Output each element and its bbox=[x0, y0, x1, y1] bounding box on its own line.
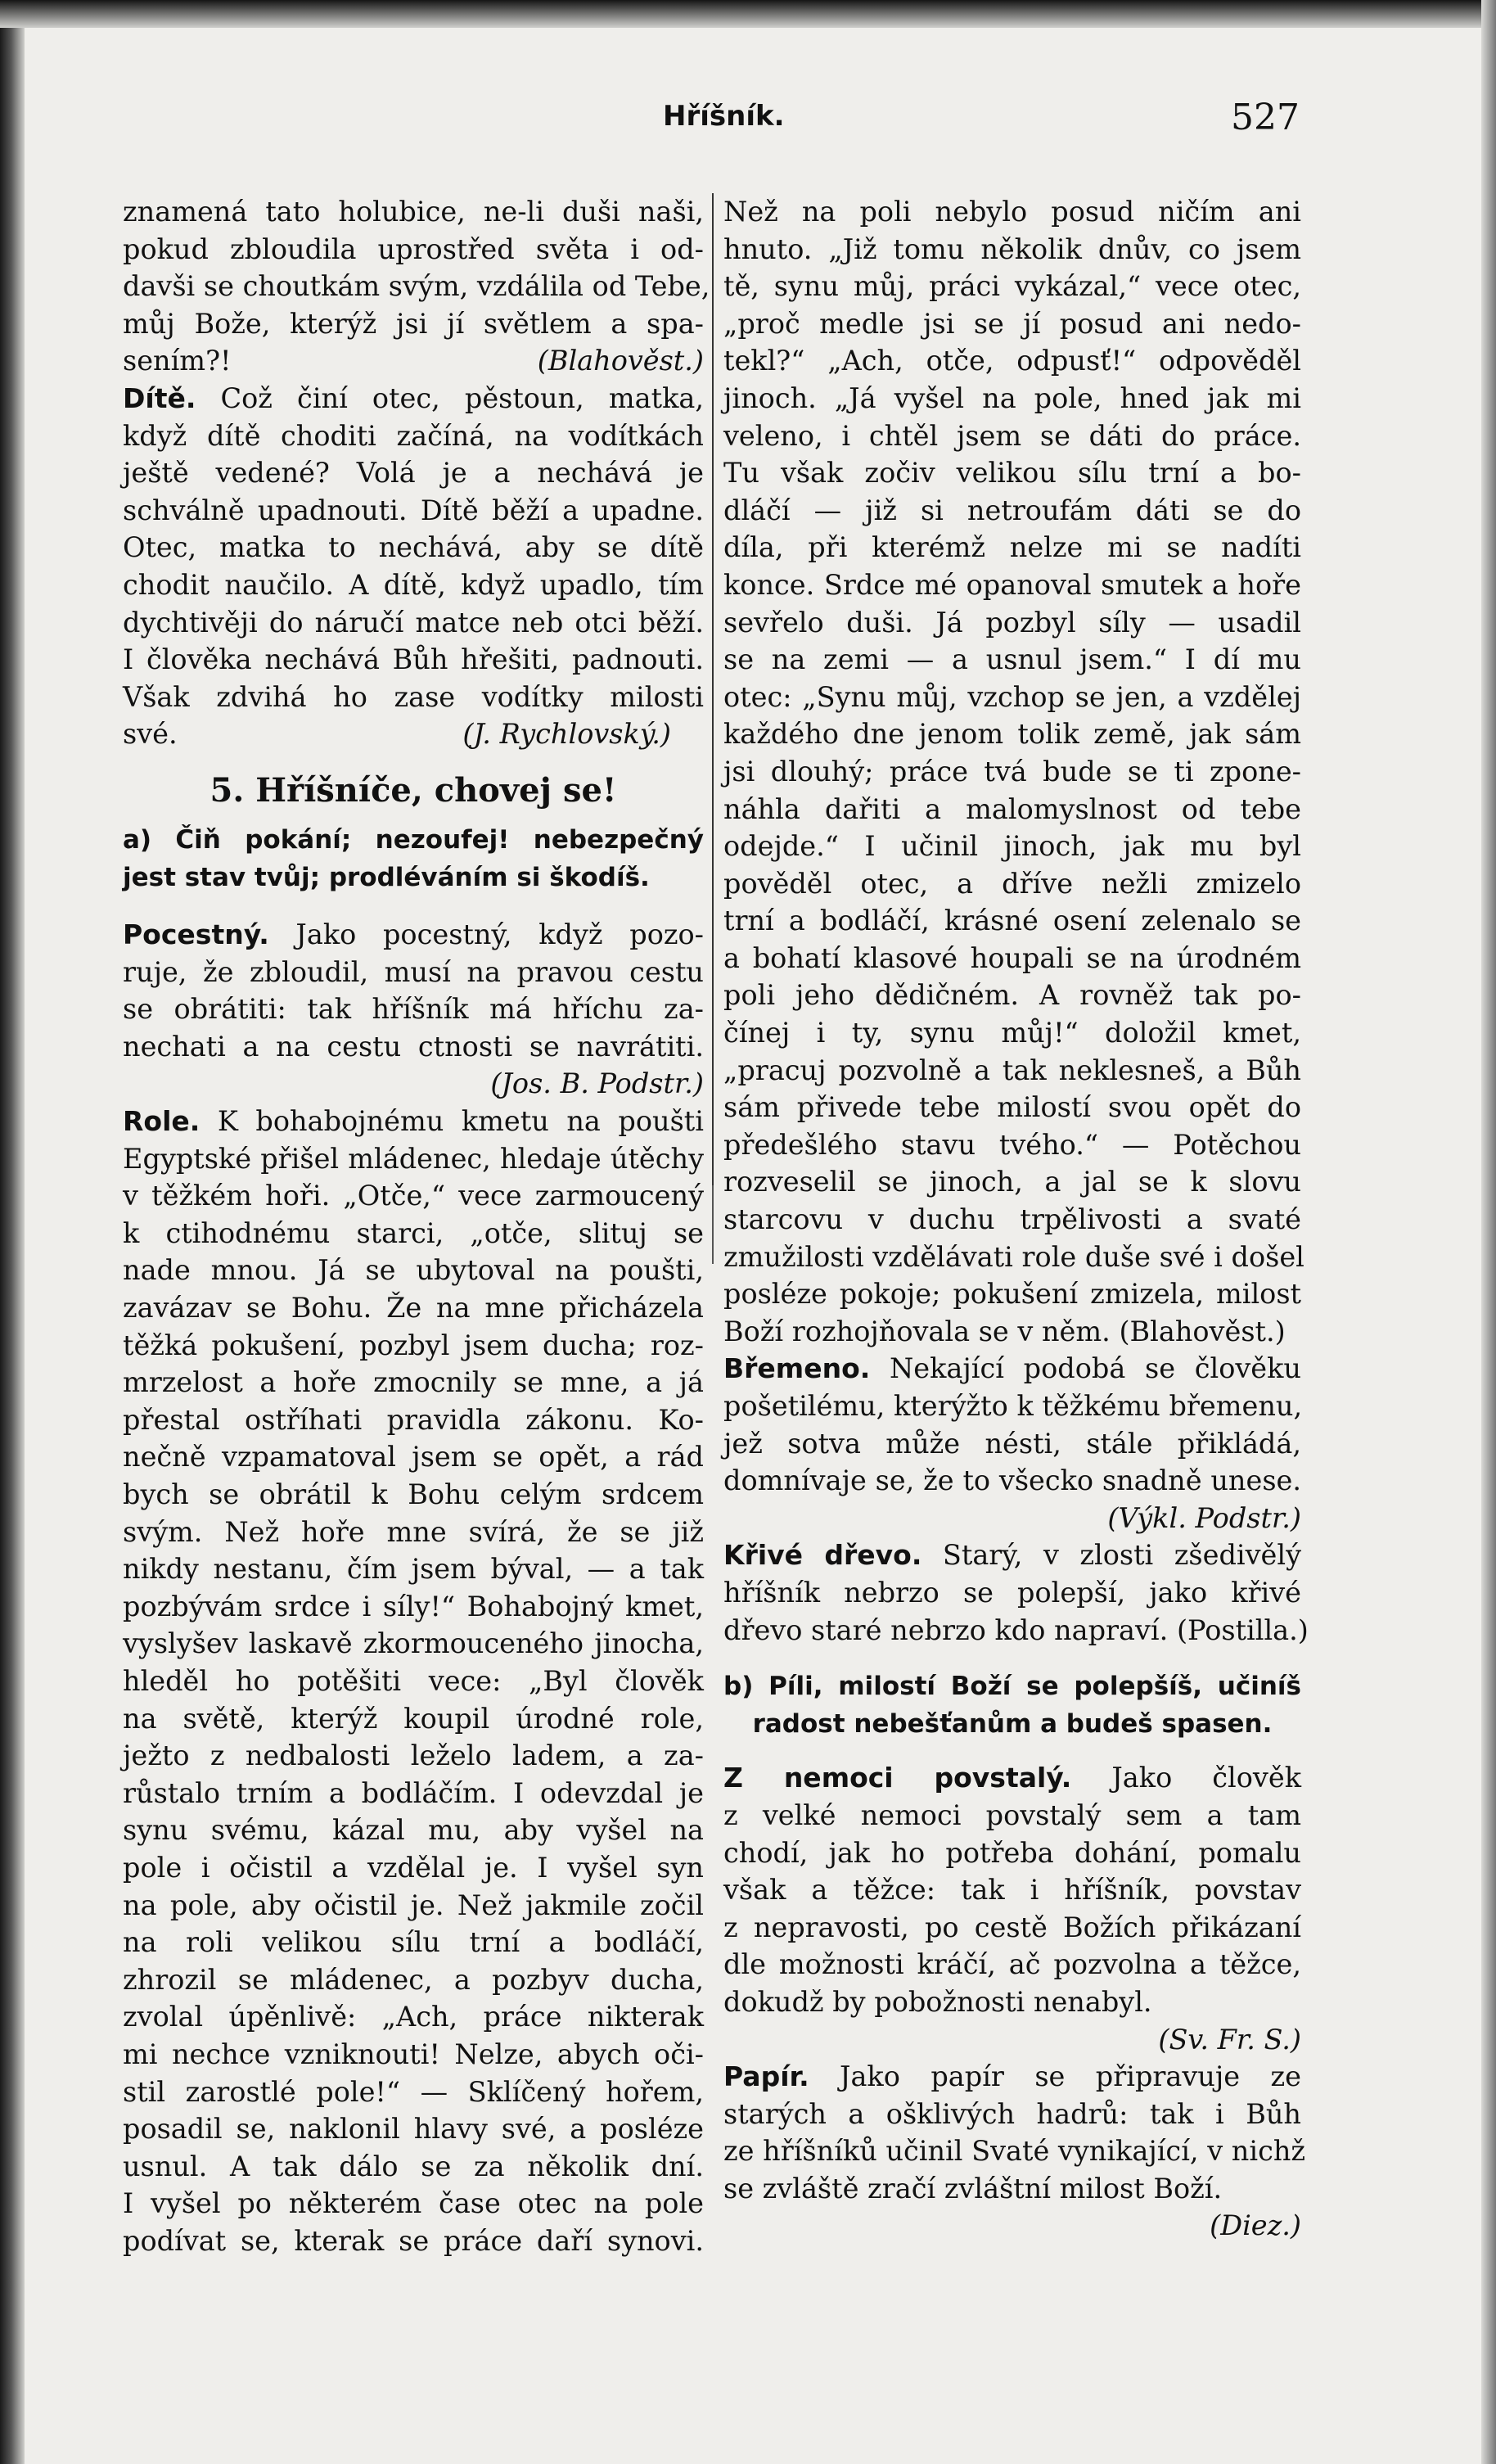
text-line bbox=[123, 380, 704, 417]
spacer bbox=[123, 896, 704, 916]
column-divider-lower bbox=[712, 1185, 714, 1264]
text-line: každého dne jenom tolik země, jak sám bbox=[723, 718, 1301, 751]
text-line: dychtivěji do náručí matce neb otci běží. bbox=[123, 606, 704, 639]
text-line: dřevo staré nebrzo kdo napraví. (Postilla.) bbox=[723, 1613, 1309, 1646]
text-line: posadil se, naklonil hlavy své, a posléze bbox=[123, 2113, 704, 2146]
text-line: a bohatí klasové houpali se na úrodném bbox=[723, 941, 1301, 974]
entry-keyword: Dítě. bbox=[123, 381, 196, 414]
text-line: zmužilosti vzdělávati role duše své i došel bbox=[723, 1240, 1304, 1273]
source-citation: (Blahověst.) bbox=[537, 345, 704, 377]
text-line: náhla dařiti a malomyslnost od tebe bbox=[723, 792, 1301, 825]
spacer bbox=[723, 1649, 1301, 1668]
text-line: tekl?“ „Ach, otče, odpusť!“ odpověděl bbox=[723, 345, 1301, 377]
text-line: hnuto. „Již tomu několik dnův, co jsem bbox=[723, 232, 1301, 265]
text-line: znamená tato holubice, ne-li duši naši, bbox=[123, 196, 704, 228]
top-scan-shadow bbox=[0, 0, 1496, 28]
text-line: podívat se, kterak se práce daří synovi. bbox=[123, 2224, 704, 2257]
subsection-heading: a) Čiň pokání; nezoufej! nebezpečný bbox=[123, 824, 704, 855]
entry-keyword: Papír. bbox=[723, 2060, 809, 2093]
text-line: hleděl ho potěšiti vece: „Byl člověk bbox=[123, 1664, 704, 1697]
text-line: můj Bože, kterýž jsi jí světlem a spa- bbox=[123, 307, 704, 340]
text-line: se zvláště zračí zvláštní milost Boží. bbox=[723, 2172, 1223, 2205]
text-line: zavázav se Bohu. Že na mne přicházela bbox=[123, 1292, 704, 1325]
entry-keyword: Pocestný. bbox=[123, 918, 269, 951]
text-fragment: sením?! bbox=[123, 345, 232, 377]
text-line: Egyptské přišel mládenec, hledaje útěchy bbox=[123, 1142, 704, 1175]
text-line: k ctihodnému starci, „otče, slituj se bbox=[123, 1216, 704, 1249]
text-line: „proč medle jsi se jí posud ani nedo- bbox=[723, 307, 1301, 340]
text-line: na pole, aby očistil je. Než jakmile zočil bbox=[123, 1889, 704, 1921]
text-line: synu svému, kázal mu, aby vyšel na bbox=[123, 1814, 704, 1847]
text-line: nade mnou. Já se ubytoval na poušti, bbox=[123, 1254, 704, 1287]
text-line bbox=[723, 1759, 1301, 1797]
text-line: růstalo trním a bodláčím. I odevzdal je bbox=[123, 1776, 704, 1809]
text-line: předešlého stavu tvého.“ — Potěchou bbox=[723, 1128, 1301, 1161]
page-header bbox=[123, 97, 1300, 146]
text-line: čínej i ty, synu můj!“ doložil kmet, bbox=[723, 1017, 1301, 1049]
text-line: díla, při kterémž nelze mi se nadíti bbox=[723, 531, 1301, 564]
text-fragment: K bohabojnému kmetu na poušti bbox=[200, 1105, 704, 1138]
text-fragment: své. bbox=[123, 718, 178, 751]
text-line: když dítě choditi začíná, na vodítkách bbox=[123, 419, 704, 452]
text-line bbox=[123, 342, 704, 380]
text-line: přestal ostříhati pravidla zákonu. Ko- bbox=[123, 1403, 704, 1436]
text-line: Než na poli nebylo posud ničím ani bbox=[723, 196, 1301, 228]
text-line: na roli velikou sílu trní a bodláčí, bbox=[123, 1926, 704, 1959]
text-line: však a těžce: tak i hříšník, povstav bbox=[723, 1874, 1301, 1907]
text-line: dle možnosti kráčí, ač pozvolna a těžce, bbox=[723, 1948, 1301, 1981]
entry-keyword: Břemeno. bbox=[723, 1352, 871, 1385]
text-line bbox=[123, 916, 704, 954]
text-line: pozbývám srdce i síly!“ Bohabojný kmet, bbox=[123, 1590, 704, 1622]
text-line: pole i očistil a vzdělal je. I vyšel syn bbox=[123, 1851, 704, 1884]
text-line: I vyšel po některém čase otec na pole bbox=[123, 2187, 704, 2220]
text-line: chodit naučilo. A dítě, když upadlo, tím bbox=[123, 568, 704, 601]
text-line: konce. Srdce mé opanoval smutek a hoře bbox=[723, 568, 1301, 601]
text-line: dokudž by pobožnosti nenabyl. bbox=[723, 1985, 1152, 2018]
text-fragment: Což činí otec, pěstoun, matka, bbox=[196, 381, 704, 414]
text-line: jsi dlouhý; práce tvá bude se ti zpone- bbox=[723, 755, 1301, 787]
text-line: jež sotva může nésti, stále přikládá, bbox=[723, 1427, 1301, 1460]
text-line: sám přivede tebe milostí svou opět do bbox=[723, 1091, 1301, 1124]
text-line: rozveselil se jinoch, a jal se k slovu bbox=[723, 1166, 1301, 1198]
text-line: ruje, že zbloudil, musí na pravou cestu bbox=[123, 955, 704, 988]
text-line: odejde.“ I učinil jinoch, jak mu byl bbox=[723, 830, 1301, 863]
source-citation: (Jos. B. Podstr.) bbox=[490, 1067, 704, 1100]
text-line: I člověka nechává Bůh hřešiti, padnouti. bbox=[123, 643, 704, 676]
text-line: schválně upadnouti. Dítě běží a upadne. bbox=[123, 494, 704, 526]
text-line: svým. Než hoře mne svírá, že se již bbox=[123, 1515, 704, 1548]
text-line bbox=[723, 2058, 1301, 2096]
text-line: bych se obrátil k Bohu celým srdcem bbox=[123, 1478, 704, 1510]
text-line: Však zdvihá ho zase vodítky milosti bbox=[123, 680, 704, 713]
text-line: sevřelo duši. Já pozbyl síly — usadil bbox=[723, 606, 1301, 639]
text-line: otec: „Synu můj, vzchop se jen, a vzdělej bbox=[723, 680, 1301, 713]
text-fragment: Nekající podobá se člověku bbox=[870, 1352, 1301, 1385]
text-fragment: Jako papír se připravuje ze bbox=[809, 2060, 1301, 2093]
text-line: pokud zbloudila uprostřed světa i od- bbox=[123, 232, 704, 265]
text-line: mi nechce vzniknouti! Nelze, abych oči- bbox=[123, 2038, 704, 2070]
text-line: poli jeho dědičném. A rovněž tak po- bbox=[723, 979, 1301, 1012]
subsection-heading: jest stav tvůj; prodléváním si škodíš. bbox=[123, 862, 650, 892]
text-line: nechati a na cestu ctnosti se navrátiti. bbox=[123, 1030, 704, 1063]
spacer bbox=[723, 1743, 1301, 1759]
subsection-heading: radost nebešťanům a budeš spasen. bbox=[752, 1708, 1273, 1739]
running-title: Hříšník. bbox=[663, 100, 785, 133]
text-line: chodí, jak ho potřeba dohání, pomalu bbox=[723, 1836, 1301, 1869]
text-line: na světě, kterýž koupil úrodné role, bbox=[123, 1702, 704, 1735]
text-line: zhrozil se mládenec, a pozbyv ducha, bbox=[123, 1963, 704, 1996]
text-line: trní a bodláčí, krásné osení zelenalo se bbox=[723, 905, 1301, 937]
text-fragment: Jako pocestný, když pozo- bbox=[268, 918, 704, 951]
text-line bbox=[723, 1537, 1301, 1574]
page-number: 527 bbox=[1231, 97, 1300, 138]
text-line bbox=[723, 1350, 1301, 1388]
text-fragment: Jako člověk bbox=[1071, 1762, 1301, 1794]
entry-keyword: Role. bbox=[123, 1105, 201, 1138]
text-line: hříšník nebrzo se polepší, jako křivé bbox=[723, 1576, 1301, 1609]
text-line: Boží rozhojňovala se v něm. (Blahověst.) bbox=[723, 1315, 1286, 1347]
entry-keyword: Křivé dřevo. bbox=[723, 1539, 922, 1572]
text-line: nikdy nestanu, čím jsem býval, — a tak bbox=[123, 1553, 704, 1586]
text-line: mrzelost a hoře zmocnily se mne, a já bbox=[123, 1366, 704, 1399]
text-line: posléze pokoje; pokušení zmizela, milost bbox=[723, 1278, 1301, 1311]
text-line: dláčí — již si netroufám dáti se do bbox=[723, 494, 1301, 526]
source-citation: (Diez.) bbox=[1210, 2209, 1301, 2242]
text-line: veleno, i chtěl jsem se dáti do práce. bbox=[723, 419, 1301, 452]
text-line: jinoch. „Já vyšel na pole, hned jak mi bbox=[723, 381, 1301, 414]
text-line: ze hříšníků učinil Svaté vynikající, v nichž bbox=[723, 2135, 1306, 2168]
text-fragment: Starý, v zlosti zšedivělý bbox=[921, 1539, 1301, 1572]
text-line bbox=[123, 715, 704, 753]
text-line: stil zarostlé pole!“ — Sklíčený hořem, bbox=[123, 2075, 704, 2108]
source-citation: (J. Rychlovský.) bbox=[462, 718, 671, 751]
left-column bbox=[123, 193, 710, 2259]
right-column bbox=[723, 193, 1309, 2245]
text-line: ještě vedené? Volá je a nechává je bbox=[123, 457, 704, 490]
text-line: se na zemi — a usnul jsem.“ I dí mu bbox=[723, 643, 1301, 676]
right-scan-edge bbox=[1481, 0, 1496, 2464]
text-line: zvolal úpěnlivě: „Ach, práce nikterak bbox=[123, 2001, 704, 2033]
text-line: starcovu v duchu trpělivosti a svaté bbox=[723, 1203, 1301, 1236]
text-line: „pracuj pozvolně a tak neklesneš, a Bůh bbox=[723, 1054, 1301, 1086]
text-line: z nepravosti, po cestě Božích přikázaní bbox=[723, 1911, 1301, 1943]
text-line: pověděl otec, a dříve nežli zmizelo bbox=[723, 867, 1301, 900]
text-line: nečně vzpamatoval jsem se opět, a rád bbox=[123, 1441, 704, 1473]
text-line: Tu však zočiv velikou sílu trní a bo- bbox=[723, 457, 1301, 490]
text-line: z velké nemoci povstalý sem a tam bbox=[723, 1798, 1301, 1831]
text-line: usnul. A tak dálo se za několik dní. bbox=[123, 2150, 704, 2182]
text-line: Otec, matka to nechává, aby se dítě bbox=[123, 531, 704, 564]
text-line: vyslyšev laskavě zkormouceného jinocha, bbox=[123, 1627, 704, 1660]
column-divider bbox=[712, 193, 714, 1185]
text-line: v těžkém hoři. „Otče,“ vece zarmoucený bbox=[123, 1180, 704, 1212]
text-line: pošetilému, kterýžto k těžkému břemenu, bbox=[723, 1390, 1303, 1422]
text-line: se obrátiti: tak hříšník má hříchu za- bbox=[123, 993, 704, 1026]
text-line: starých a ošklivých hadrů: tak i Bůh bbox=[723, 2097, 1301, 2130]
text-line: těžká pokušení, pozbyl jsem ducha; roz- bbox=[123, 1329, 704, 1361]
entry-keyword: Z nemoci povstalý. bbox=[723, 1762, 1072, 1794]
text-line: tě, synu můj, práci vykázal,“ vece otec, bbox=[723, 270, 1301, 303]
source-citation: (Sv. Fr. S.) bbox=[1158, 2023, 1301, 2056]
subsection-heading: b) Píli, milostí Boží se polepšíš, učiníš bbox=[723, 1672, 1301, 1702]
binding-shadow bbox=[0, 0, 25, 2464]
source-citation: (Výkl. Podstr.) bbox=[1107, 1501, 1301, 1534]
text-line: davši se choutkám svým, vzdálila od Tebe, bbox=[123, 270, 710, 303]
text-line: ježto z nedbalosti leželo ladem, a za- bbox=[123, 1740, 704, 1772]
text-line: domnívaje se, že to všecko snadně unese. bbox=[723, 1464, 1301, 1497]
text-line bbox=[123, 1103, 704, 1140]
section-heading: 5. Hříšníče, chovej se! bbox=[210, 770, 617, 810]
